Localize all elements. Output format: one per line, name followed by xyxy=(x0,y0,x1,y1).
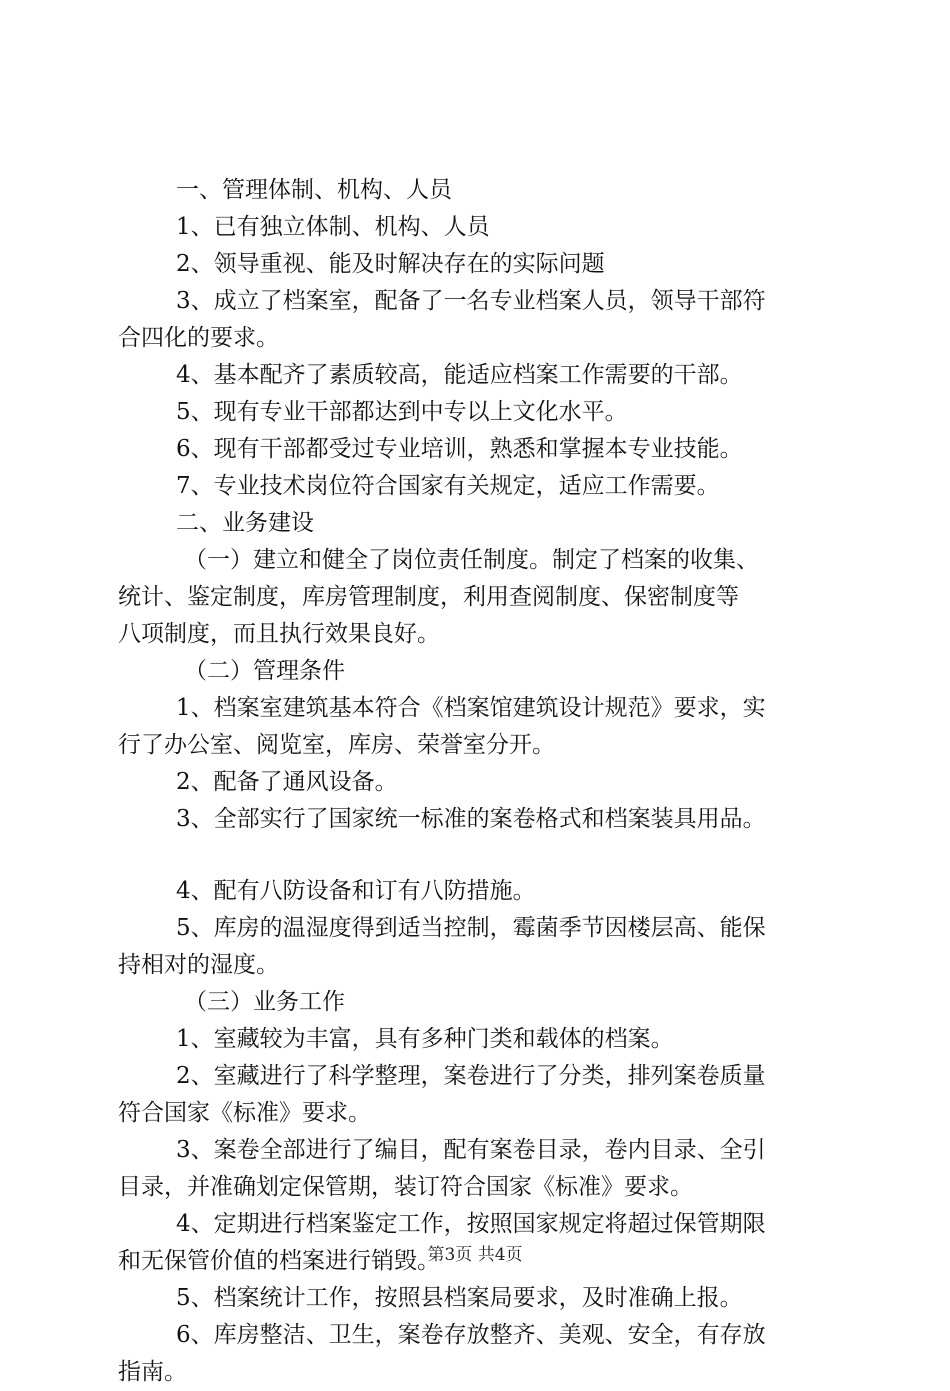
document-body xyxy=(118,172,832,1391)
paragraph-line: 5、库房的温湿度得到适当控制，霉菌季节因楼层高、能保 xyxy=(176,915,766,941)
paragraph-line: 4、定期进行档案鉴定工作，按照国家规定将超过保管期限 xyxy=(176,1211,766,1237)
paragraph-line: 持相对的湿度。 xyxy=(118,952,279,978)
page-number-footer: 第3页 共4页 xyxy=(427,1245,523,1265)
paragraph-line: 3、案卷全部进行了编目，配有案卷目录，卷内目录、全引 xyxy=(176,1137,766,1163)
section-heading-2: 二、业务建设 xyxy=(176,510,314,536)
paragraph-line: 1、档案室建筑基本符合《档案馆建筑设计规范》要求，实 xyxy=(176,695,766,721)
paragraph-line: 3、成立了档案室，配备了一名专业档案人员，领导干部符 xyxy=(176,288,766,314)
paragraph-line: 合四化的要求。 xyxy=(118,325,279,351)
paragraph-line: 目录，并准确划定保管期，装订符合国家《标准》要求。 xyxy=(118,1174,693,1200)
blank-line xyxy=(118,838,832,873)
paragraph-line: 6、现有干部都受过专业培训，熟悉和掌握本专业技能。 xyxy=(176,436,743,462)
paragraph-line: 统计、鉴定制度，库房管理制度，利用查阅制度、保密制度等 xyxy=(118,584,739,610)
paragraph-line: 符合国家《标准》要求。 xyxy=(118,1100,371,1126)
paragraph-line: 3、全部实行了国家统一标准的案卷格式和档案装具用品。 xyxy=(176,806,766,832)
paragraph-line: 行了办公室、阅览室，库房、荣誉室分开。 xyxy=(118,732,555,758)
paragraph-line: 指南。 xyxy=(118,1359,187,1385)
section-heading-1: 一、管理体制、机构、人员 xyxy=(176,177,452,203)
paragraph-line: 2、室藏进行了科学整理，案卷进行了分类，排列案卷质量 xyxy=(176,1063,766,1089)
paragraph-line: 5、档案统计工作，按照县档案局要求，及时准确上报。 xyxy=(176,1285,743,1311)
paragraph-line: 和无保管价值的档案进行销毁。 xyxy=(118,1248,440,1274)
paragraph-line: 2、领导重视、能及时解决存在的实际问题 xyxy=(176,251,605,277)
paragraph-line: 5、现有专业干部都达到中专以上文化水平。 xyxy=(176,399,628,425)
paragraph-line: 4、配有八防设备和订有八防措施。 xyxy=(176,878,536,904)
paragraph-line: 1、室藏较为丰富，具有多种门类和载体的档案。 xyxy=(176,1026,674,1052)
subsection-heading: （二）管理条件 xyxy=(184,658,345,684)
paragraph-line: 6、库房整洁、卫生，案卷存放整齐、美观、安全，有存放 xyxy=(176,1322,766,1348)
paragraph-line: 1、已有独立体制、机构、人员 xyxy=(176,214,490,240)
paragraph-line: 八项制度，而且执行效果良好。 xyxy=(118,621,440,647)
paragraph-line: 7、专业技术岗位符合国家有关规定，适应工作需要。 xyxy=(176,473,720,499)
paragraph-line: 2、配备了通风设备。 xyxy=(176,769,398,795)
subsection-heading: （一）建立和健全了岗位责任制度。制定了档案的收集、 xyxy=(184,547,759,573)
paragraph-line: 4、基本配齐了素质较高，能适应档案工作需要的干部。 xyxy=(176,362,743,388)
subsection-heading: （三）业务工作 xyxy=(184,989,345,1015)
